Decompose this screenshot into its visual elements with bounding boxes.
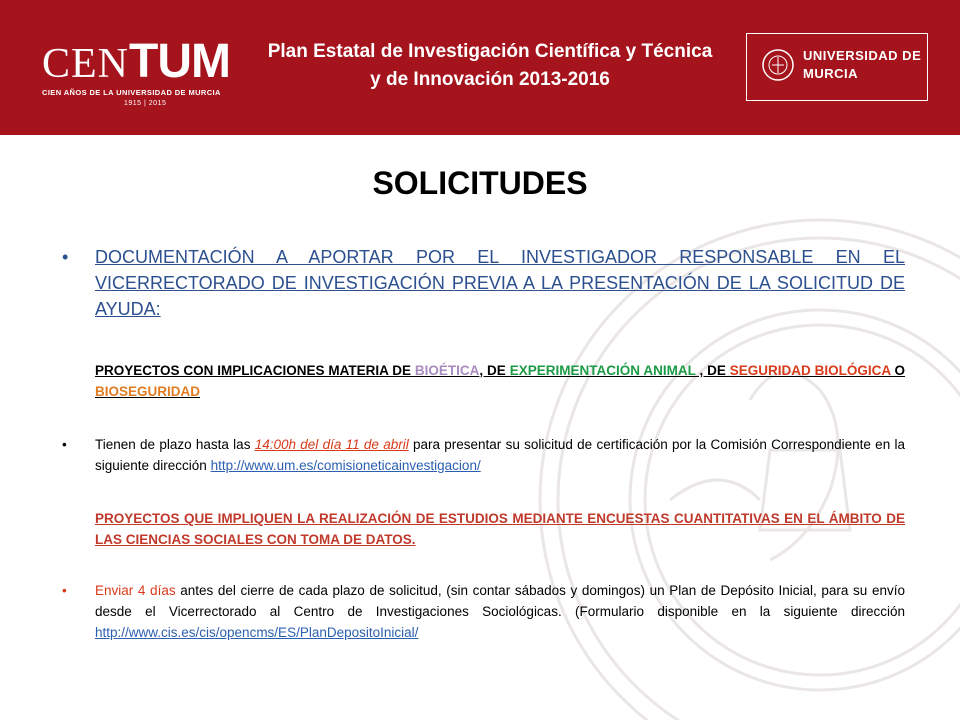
bioetica-label: BIOÉTICA — [414, 363, 480, 378]
p3-text-2: para presentar su solicitud de certificación por la Comisión Correspondiente en la siguiente dirección — [95, 437, 905, 473]
logo-years: 1915 | 2015 — [124, 100, 167, 107]
bullet-marker: • — [62, 583, 67, 598]
p5-text-1: antes del cierre de cada plazo de solicitud, (sin contar sábados y domingos) un Plan de Depósito Inicial, para su envío desde el Vicerrectorado al Centro de Investigaciones Sociológicas. (Formulario disponible en la siguiente dirección — [95, 583, 905, 619]
header-title-line2: y de Innovación 2013-2016 — [370, 69, 610, 90]
send-days-text: Enviar 4 días — [95, 583, 176, 598]
cis-plan-link[interactable]: http://www.cis.es/cis/opencms/ES/PlanDepositoInicial/ — [95, 625, 419, 640]
page-title: SOLICITUDES — [372, 165, 588, 201]
centum-logo — [42, 35, 242, 118]
p2-text-4: O — [890, 363, 905, 378]
deadline-text: 14:00h del día 11 de abril — [254, 437, 409, 452]
bioethics-projects-heading — [95, 360, 905, 402]
header-banner — [0, 0, 960, 135]
bioseguridad-label: BIOSEGURIDAD — [95, 384, 201, 399]
bullet-marker: • — [62, 247, 69, 267]
p2-text-3: , DE — [695, 363, 730, 378]
bullet-marker: • — [62, 437, 67, 452]
deposit-plan-paragraph — [95, 580, 905, 643]
p2-text-1: PROYECTOS CON IMPLICACIONES MATERIA DE — [95, 363, 415, 378]
universidad-murcia-logo — [746, 33, 928, 101]
experimentacion-animal-label: EXPERIMENTACIÓN ANIMAL — [509, 363, 696, 378]
logo-subtitle: CIEN AÑOS DE LA UNIVERSIDAD DE MURCIA — [42, 88, 221, 97]
documentation-heading: DOCUMENTACIÓN A APORTAR POR EL INVESTIGADOR RESPONSABLE EN EL VICERRECTORADO DE INVESTIGACIÓN PREVIA A LA PRESENTACIÓN DE LA SOLICITUD DE AYUDA: — [95, 247, 905, 319]
logo-right-line2: MURCIA — [803, 66, 858, 81]
logo-text-thin: CEN — [42, 41, 129, 87]
deadline-paragraph — [95, 434, 905, 476]
university-seal-icon — [761, 48, 795, 82]
comision-etica-link[interactable]: http://www.um.es/comisioneticainvestigacion/ — [210, 458, 481, 473]
header-title-line1: Plan Estatal de Investigación Científica y Técnica — [267, 41, 713, 62]
p2-text-2: , DE — [479, 363, 510, 378]
surveys-projects-heading: PROYECTOS QUE IMPLIQUEN LA REALIZACIÓN DE ESTUDIOS MEDIANTE ENCUESTAS CUANTITATIVAS EN EL ÁMBITO DE LAS CIENCIAS SOCIALES CON TOMA DE DATOS. — [95, 511, 905, 547]
p3-text-1: Tienen de plazo hasta las — [95, 437, 255, 452]
header-title — [250, 38, 730, 94]
logo-text-bold: TUM — [129, 35, 230, 88]
logo-right-line1: UNIVERSIDAD DE — [803, 48, 922, 63]
seguridad-biologica-label: SEGURIDAD BIOLÓGICA — [729, 363, 891, 378]
